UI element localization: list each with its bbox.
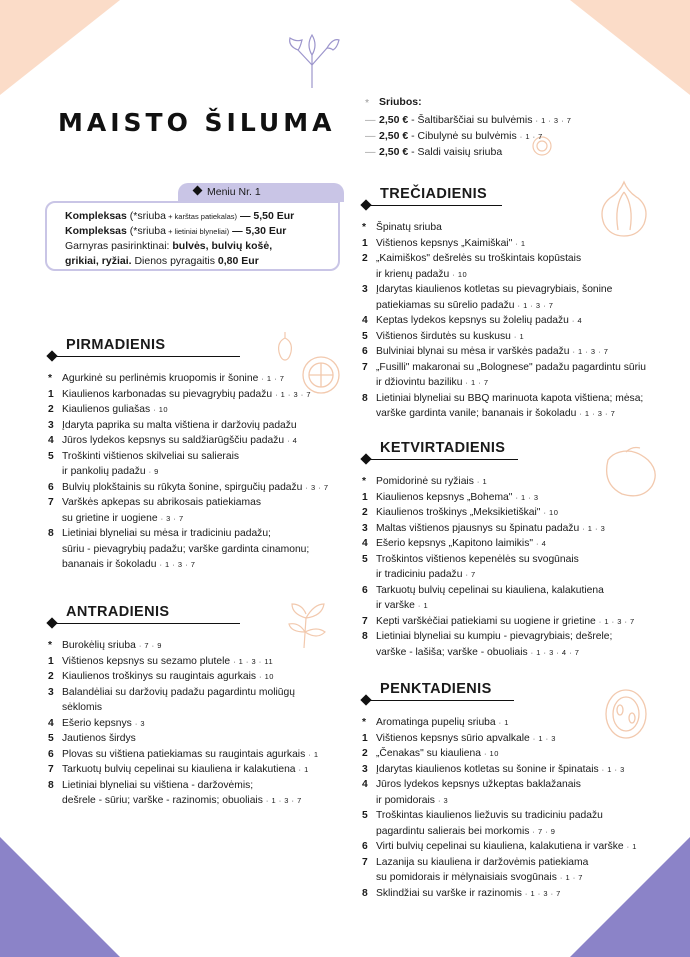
- dish-number: 4: [362, 779, 368, 790]
- allergen-codes: · 1 · 7: [261, 374, 285, 383]
- dish-item: [362, 777, 662, 808]
- allergen-codes: · 1 · 3 · 7: [159, 560, 196, 569]
- dish-name: Kiaulienos guliašas: [62, 404, 151, 415]
- dish-item: [362, 629, 662, 660]
- combo-2-detail: + lietiniai blyneliai): [165, 227, 230, 236]
- dish-name: Vištienos kepsnys „Kaimiškai": [376, 237, 513, 249]
- allergen-codes: · 10: [452, 269, 468, 279]
- dish-item: [48, 387, 348, 403]
- dish-item: [362, 746, 662, 762]
- dish-number: *: [48, 373, 53, 384]
- allergen-codes: · 1 · 3: [601, 764, 625, 774]
- diamond-icon: [46, 350, 57, 361]
- dish-name: Tarkuotų bulvių cepelinai su kiauliena ir kalakutiena: [62, 764, 296, 775]
- dish-item: [362, 490, 662, 506]
- dish-item: [362, 313, 662, 329]
- garnish-line: [65, 239, 338, 254]
- dish-item: [362, 552, 662, 583]
- dish-item: [362, 731, 662, 747]
- dish-item: [362, 715, 662, 731]
- dish-name: Troškintos vištienos kepenėlės su svogūnais: [376, 553, 579, 565]
- dish-name: Įdarytas kiaulienos kotletas su šonine ir špinatais: [376, 763, 599, 775]
- dish-number: 8: [362, 631, 368, 642]
- allergen-codes: · 1: [498, 718, 509, 727]
- dish-number: 8: [362, 887, 368, 899]
- dish-number: 5: [362, 330, 368, 342]
- page-title: MAISTO ŠILUMA: [58, 108, 336, 137]
- day-pirmadienis: [48, 337, 329, 573]
- diamond-icon: [360, 453, 371, 464]
- combo-1-line: [65, 209, 338, 224]
- dish-number: 2: [48, 671, 54, 682]
- dish-name: Jautienos širdys: [62, 733, 136, 744]
- allergen-codes: · 4: [536, 539, 547, 548]
- allergen-codes: · 7: [465, 570, 476, 579]
- dish-number: 2: [362, 253, 368, 264]
- soup-allergens: · 1 · 3 · 7: [535, 116, 572, 125]
- dish-name-cont: ir krienų padažu: [376, 268, 450, 280]
- soup-name: - Cibulynė su bulvėmis: [408, 130, 517, 142]
- allergen-codes: · 1: [298, 765, 309, 774]
- corner-decoration-top-left: [0, 0, 120, 95]
- allergen-codes: · 1 · 3 · 7: [517, 300, 554, 310]
- dish-item: [48, 669, 348, 685]
- dish-item: [48, 433, 348, 449]
- diamond-icon: [360, 199, 371, 210]
- corner-decoration-bottom-left: [0, 837, 120, 957]
- dish-number: *: [362, 717, 367, 728]
- dish-item: [362, 536, 662, 552]
- dish-number: 2: [362, 748, 368, 759]
- allergen-codes: · 10: [543, 508, 559, 517]
- soup-name: - Šaltibarščiai su bulvėmis: [408, 114, 533, 126]
- dish-number: 5: [362, 810, 368, 821]
- dish-number: 6: [48, 748, 54, 760]
- dish-item: [362, 505, 662, 521]
- dish-list: [362, 220, 662, 422]
- day-title: TREČIADIENIS: [380, 186, 488, 202]
- allergen-codes: · 1 · 3 · 7: [579, 409, 616, 418]
- dish-name-cont: sėklomis: [62, 702, 103, 713]
- dish-name: Troškintas kiaulienos liežuvis su tradiciniu padažu: [376, 810, 603, 821]
- combo-1-price: — 5,50 Eur: [237, 210, 295, 222]
- dish-number: 4: [48, 717, 54, 729]
- dish-number: 4: [362, 315, 368, 326]
- dish-item: [362, 282, 662, 313]
- menu-combo-box: [45, 201, 340, 271]
- soups-section: [365, 96, 571, 160]
- dish-item: [48, 371, 348, 387]
- dish-name: Kiaulienos troškinys „Meksikietiškai": [376, 507, 541, 518]
- dish-number: 4: [48, 435, 54, 446]
- dish-number: 5: [48, 733, 54, 744]
- dish-name-cont: varške gardinta vanile; bananais ir šokoladu: [376, 408, 577, 419]
- allergen-codes: · 1 · 3: [515, 492, 539, 502]
- dish-name-cont: ir pomidorais: [376, 794, 435, 806]
- dish-list: [362, 474, 662, 660]
- garnish-label: Garnyras pasirinktinai:: [65, 240, 173, 252]
- dish-item: [48, 418, 348, 434]
- dish-name: Lietiniai blyneliai su kumpiu - pievagrybiais; dešrele;: [376, 631, 613, 642]
- allergen-codes: · 1 · 3 · 7: [275, 389, 312, 399]
- dish-name: Virti bulvių cepelinai su kiauliena, kalakutiena ir varške: [376, 841, 624, 852]
- combo-1-soup: (*sriuba: [126, 210, 166, 222]
- dish-number: 3: [48, 419, 54, 431]
- dish-name-cont: sūriu - pievagrybių padažu; varške gardinta cinamonu;: [62, 543, 310, 555]
- chili-icon: [274, 330, 296, 362]
- dish-name: „Čenakas" su kiauliena: [376, 748, 481, 759]
- allergen-codes: · 4: [287, 436, 298, 445]
- dish-name: Lietiniai blyneliai su mėsa ir tradiciniu padažu;: [62, 528, 271, 539]
- dish-number: 3: [48, 686, 54, 698]
- dish-item: [48, 762, 348, 778]
- dish-name-cont: patiekiamas su sūrelio padažu: [376, 299, 515, 311]
- day-rule: [367, 459, 518, 460]
- day-heading: [48, 337, 240, 361]
- soup-item: [365, 144, 571, 160]
- day-rule: [53, 356, 240, 357]
- dish-item: [362, 360, 662, 391]
- dish-number: 8: [362, 392, 368, 404]
- dish-number: 1: [362, 732, 368, 744]
- day-heading: [362, 440, 518, 464]
- soup-item: [365, 128, 571, 144]
- allergen-codes: · 7 · 9: [532, 826, 556, 836]
- soup-name: - Saldi vaisių sriuba: [408, 146, 503, 158]
- allergen-codes: · 1: [476, 477, 488, 486]
- dish-number: 1: [362, 491, 368, 503]
- dish-number: 3: [362, 284, 368, 295]
- garnish-options-a: bulvės, bulvių košė,: [172, 240, 273, 252]
- soup-price: 2,50 €: [379, 130, 409, 142]
- day-heading: [362, 186, 502, 210]
- allergen-codes: · 1 · 3 · 7: [524, 888, 561, 898]
- day-title: PENKTADIENIS: [380, 681, 492, 697]
- dish-name: Špinatų sriuba: [376, 222, 442, 233]
- allergen-codes: · 10: [483, 749, 499, 758]
- soup-allergens: · 1 · 7: [519, 132, 543, 141]
- dish-item: [362, 236, 662, 252]
- dish-name: Kepti varškėčiai patiekiami su uogiene ir grietine: [376, 615, 596, 627]
- dish-name: Ešerio kepsnys: [62, 717, 132, 729]
- dish-number: 6: [48, 481, 54, 493]
- allergen-codes: · 3: [134, 718, 146, 728]
- dish-item: [362, 251, 662, 282]
- dish-name: Sklindžiai su varške ir razinomis: [376, 887, 522, 899]
- dish-name-cont: dešrele - sūriu; varške - razinomis; obuoliais: [62, 795, 263, 806]
- dish-name: Bulviniai blynai su mėsa ir varškės padažu: [376, 346, 570, 357]
- dash-marker: —: [365, 114, 376, 126]
- dish-number: 7: [362, 361, 368, 373]
- dessert-price: 0,80 Eur: [217, 255, 259, 267]
- dish-number: 1: [48, 655, 54, 667]
- dish-number: 7: [48, 764, 54, 775]
- dish-item: [48, 480, 348, 496]
- dish-item: [362, 220, 662, 236]
- soup-price: 2,50 €: [379, 114, 409, 126]
- combo-2-soup: (*sriuba: [126, 225, 166, 237]
- dish-item: [362, 762, 662, 778]
- dish-item: [362, 583, 662, 614]
- dish-name: Jūros lydekos kepsnys su saldžiarūgščiu padažu: [62, 435, 285, 446]
- dish-number: 4: [362, 538, 368, 549]
- day-heading: [48, 604, 240, 628]
- allergen-codes: · 1: [513, 331, 525, 341]
- dish-item: [362, 391, 662, 422]
- dish-name: Tarkuotų bulvių cepelinai su kiauliena, kalakutiena: [376, 584, 604, 596]
- dish-number: 6: [362, 841, 368, 852]
- dish-item: [48, 778, 348, 809]
- dish-number: 7: [362, 856, 368, 868]
- allergen-codes: · 1 · 7: [465, 378, 489, 387]
- dish-name: Įdarytas kiaulienos kotletas su pievagrybiais, šonine: [376, 284, 613, 295]
- dish-number: *: [48, 640, 53, 651]
- allergen-codes: · 1 · 3 · 7: [572, 347, 609, 356]
- combo-1-detail: + karštas patiekalas): [165, 212, 238, 221]
- dish-number: 3: [362, 763, 368, 775]
- dish-name: Agurkinė su perlinėmis kruopomis ir šonine: [62, 373, 259, 384]
- allergen-codes: · 1 · 3 · 4 · 7: [530, 647, 580, 657]
- dish-item: [362, 344, 662, 360]
- dish-name-cont: ir džiovintu baziliku: [376, 377, 463, 388]
- dish-name: Kiaulienos kepsnys „Bohema": [376, 491, 513, 503]
- dish-item: [48, 526, 348, 573]
- diamond-icon: [193, 186, 203, 196]
- dish-name: „Fusilli" makaronai su „Bolognese" padažu pagardintu sūriu: [376, 361, 647, 373]
- dish-name: Kiaulienos troškinys su raugintais agurkais: [62, 671, 257, 682]
- day-title: PIRMADIENIS: [66, 337, 166, 353]
- dish-item: [362, 614, 662, 630]
- dish-name: Kiaulienos karbonadas su pievagrybių padažu: [62, 388, 273, 400]
- dish-name-cont: su grietine ir uogiene: [62, 512, 158, 524]
- dish-item: [48, 731, 348, 747]
- dish-name: Lazanija su kiauliena ir daržovėmis patiekiama: [376, 856, 589, 868]
- garnish-line-2: [65, 254, 338, 269]
- dish-name: Vištienos kepsnys sūrio apvalkale: [376, 732, 530, 744]
- dish-name-cont: varške - lašiša; varške - obuoliais: [376, 646, 528, 658]
- allergen-codes: · 3 · 7: [305, 482, 329, 492]
- allergen-codes: · 3 · 7: [160, 513, 184, 523]
- allergen-codes: · 10: [259, 672, 274, 681]
- menu-number-label: Meniu Nr. 1: [207, 186, 261, 198]
- dish-name: Bulvių plokštainis su rūkyta šonine, spirgučių padažu: [62, 481, 303, 493]
- dish-number: 8: [48, 528, 54, 539]
- diamond-icon: [46, 617, 57, 628]
- dish-item: [48, 654, 348, 670]
- dish-name: Burokėlių sriuba: [62, 640, 136, 651]
- dish-name: Keptas lydekos kepsnys su žolelių padažu: [376, 315, 569, 326]
- dish-item: [362, 855, 662, 886]
- dash-marker: —: [365, 130, 376, 142]
- day-ketvirtadienis: [362, 440, 635, 660]
- day-penktadienis: [362, 681, 637, 901]
- dish-number: 7: [362, 615, 368, 627]
- dish-name: Troškinti vištienos skilveliai su salierais: [62, 450, 240, 462]
- dish-name-cont: ir varške: [376, 600, 415, 611]
- dish-name: „Kaimiškos" dešrelės su troškintais kopūstais: [376, 253, 582, 264]
- dish-item: [362, 886, 662, 902]
- allergen-codes: · 3: [437, 795, 449, 805]
- day-rule: [367, 700, 514, 701]
- menu-number-tab: [178, 183, 344, 202]
- dish-number: 6: [362, 346, 368, 357]
- dish-item: [362, 521, 662, 537]
- dessert-label: Dienos pyragaitis: [131, 255, 218, 267]
- day-title: ANTRADIENIS: [66, 604, 170, 620]
- dish-number: 8: [48, 779, 54, 791]
- dish-number: 6: [362, 584, 368, 596]
- soups-header: [365, 96, 571, 108]
- dish-name: Varškės apkepas su abrikosais patiekiamas: [62, 497, 261, 508]
- allergen-codes: · 7 · 9: [138, 641, 162, 650]
- dish-name: Lietiniai blyneliai su BBQ marinuota kapota vištiena; mėsa;: [376, 392, 644, 404]
- dish-number: 1: [362, 237, 368, 249]
- day-treciadienis: [362, 186, 647, 422]
- allergen-codes: · 1: [308, 749, 319, 759]
- dish-item: [48, 685, 348, 716]
- dish-name: Pomidorinė su ryžiais: [376, 476, 474, 487]
- dish-name-cont: bananais ir šokoladu: [62, 559, 157, 570]
- dish-number: 1: [48, 388, 54, 400]
- dish-name: Balandėliai su daržovių padažu pagardintu moliūgų: [62, 686, 295, 698]
- dish-item: [362, 808, 662, 839]
- dish-item: [48, 449, 348, 480]
- dish-name: Jūros lydekos kepsnys užkeptas baklažanais: [376, 779, 581, 790]
- corner-decoration-top-right: [570, 0, 690, 95]
- dish-name-cont: pagardintu salierais bei morkomis: [376, 825, 530, 837]
- dish-name: Plovas su vištiena patiekiamas su raugintais agurkais: [62, 748, 306, 760]
- dish-number: 7: [48, 497, 54, 508]
- dish-name: Ešerio kepsnys „Kapitono laimikis": [376, 538, 534, 549]
- dish-number: 3: [362, 522, 368, 534]
- dish-name: Aromatinga pupelių sriuba: [376, 717, 496, 728]
- allergen-codes: · 1 · 7: [559, 873, 583, 882]
- dish-item: [48, 402, 348, 418]
- allergen-codes: · 1 · 3: [582, 523, 606, 533]
- combo-2-line: [65, 224, 338, 239]
- dish-list: [362, 715, 662, 901]
- dish-name-cont: su pomidorais ir mėlynaisiais svogūnais: [376, 872, 557, 883]
- dash-marker: —: [365, 146, 376, 158]
- dish-name-cont: ir pankolių padažu: [62, 466, 146, 477]
- dish-item: [48, 638, 348, 654]
- dish-number: 5: [362, 553, 368, 565]
- day-antradienis: [48, 604, 319, 809]
- day-title: KETVIRTADIENIS: [380, 440, 506, 456]
- parsley-icon: [282, 30, 342, 90]
- dish-number: 2: [48, 404, 54, 415]
- dish-name: Lietiniai blyneliai su vištiena - daržovėmis;: [62, 779, 254, 791]
- dish-number: *: [362, 222, 367, 233]
- dish-name: Įdaryta paprika su malta vištiena ir daržovių padažu: [62, 419, 297, 431]
- day-rule: [367, 205, 502, 206]
- dish-item: [362, 474, 662, 490]
- dish-name: Maltas vištienos pjausnys su špinatu padažu: [376, 522, 580, 534]
- dish-item: [48, 495, 348, 526]
- allergen-codes: · 1: [626, 842, 637, 851]
- dish-number: 5: [48, 450, 54, 462]
- dish-list: [48, 638, 348, 809]
- soup-item: [365, 112, 571, 128]
- dish-number: 2: [362, 507, 368, 518]
- allergen-codes: · 9: [148, 467, 159, 476]
- allergen-codes: · 1 · 3: [532, 733, 556, 743]
- diamond-icon: [360, 694, 371, 705]
- dish-name: Vištienos širdutės su kuskusu: [376, 330, 511, 342]
- dish-number: *: [362, 476, 367, 487]
- soup-price: 2,50 €: [379, 146, 409, 158]
- soups-marker: *: [365, 97, 370, 109]
- day-rule: [53, 623, 240, 624]
- allergen-codes: · 1: [417, 601, 429, 610]
- garnish-options-b: grikiai, ryžiai.: [65, 255, 132, 267]
- allergen-codes: · 1: [515, 238, 526, 248]
- allergen-codes: · 1 · 3 · 7: [265, 796, 302, 805]
- dish-item: [48, 716, 348, 732]
- allergen-codes: · 10: [153, 405, 169, 414]
- dish-item: [362, 329, 662, 345]
- allergen-codes: · 4: [571, 316, 583, 325]
- dish-item: [362, 839, 662, 855]
- soups-header-label: Sriubos:: [379, 96, 422, 108]
- combo-1-name: Kompleksas: [65, 210, 127, 222]
- dish-item: [48, 747, 348, 763]
- combo-2-price: — 5,30 Eur: [229, 225, 287, 237]
- dish-name: Vištienos kepsnys su sezamo plutele: [62, 655, 231, 667]
- dish-list: [48, 371, 348, 573]
- combo-2-name: Kompleksas: [65, 225, 127, 237]
- allergen-codes: · 1 · 3 · 11: [233, 656, 274, 666]
- day-heading: [362, 681, 514, 705]
- dish-name-cont: ir tradiciniu padažu: [376, 569, 463, 580]
- allergen-codes: · 1 · 3 · 7: [598, 616, 635, 626]
